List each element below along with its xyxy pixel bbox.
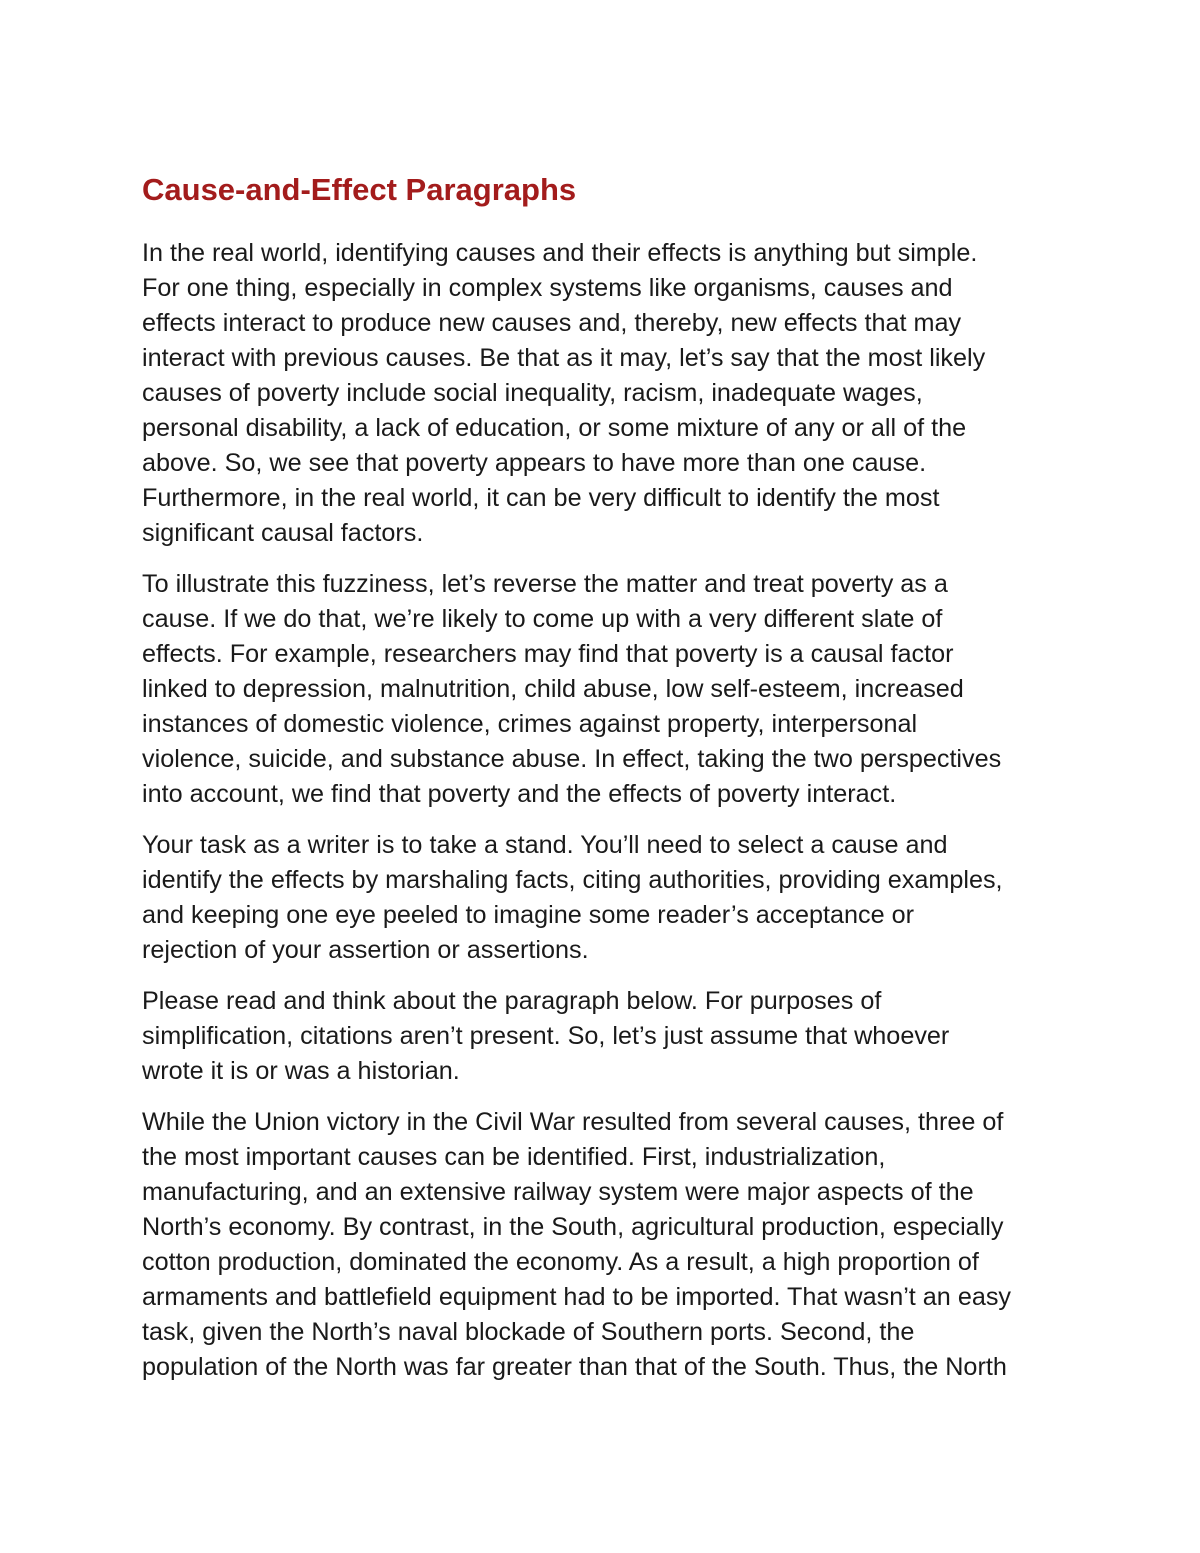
paragraph-line: the most important causes can be identified. First, industrialization,	[142, 1143, 886, 1171]
paragraph-line: and keeping one eye peeled to imagine some reader’s acceptance or	[142, 901, 915, 929]
paragraph-line: instances of domestic violence, crimes against property, interpersonal	[142, 710, 918, 738]
paragraph-2	[142, 567, 1072, 812]
paragraph-line: significant causal factors.	[142, 519, 424, 547]
paragraph-line: population of the North was far greater than that of the South. Thus, the North	[142, 1353, 1007, 1381]
paragraph-line: violence, suicide, and substance abuse. In effect, taking the two perspectives	[142, 745, 1002, 773]
paragraph-line: rejection of your assertion or assertions.	[142, 936, 589, 964]
paragraph-line: effects interact to produce new causes and, thereby, new effects that may	[142, 309, 962, 337]
paragraph-line: linked to depression, malnutrition, child abuse, low self-esteem, increased	[142, 675, 964, 703]
paragraph-5	[142, 1105, 1072, 1385]
paragraph-line: personal disability, a lack of education, or some mixture of any or all of the	[142, 414, 967, 442]
paragraph-line: identify the effects by marshaling facts, citing authorities, providing examples,	[142, 866, 1003, 894]
paragraph-line: In the real world, identifying causes and their effects is anything but simple.	[142, 239, 978, 267]
paragraph-line: To illustrate this fuzziness, let’s reverse the matter and treat poverty as a	[142, 570, 948, 598]
paragraph-line: For one thing, especially in complex systems like organisms, causes and	[142, 274, 953, 302]
paragraph-line: causes of poverty include social inequality, racism, inadequate wages,	[142, 379, 923, 407]
paragraph-line: cause. If we do that, we’re likely to come up with a very different slate of	[142, 605, 943, 633]
paragraph-line: armaments and battlefield equipment had to be imported. That wasn’t an easy	[142, 1283, 1012, 1311]
paragraph-line: wrote it is or was a historian.	[142, 1057, 460, 1085]
paragraph-line: While the Union victory in the Civil War resulted from several causes, three of	[142, 1108, 1004, 1136]
paragraph-4	[142, 984, 1072, 1089]
paragraph-line: North’s economy. By contrast, in the South, agricultural production, especially	[142, 1213, 1004, 1241]
document-body	[142, 170, 1072, 1401]
paragraph-3	[142, 828, 1072, 968]
paragraph-line: above. So, we see that poverty appears to have more than one cause.	[142, 449, 927, 477]
paragraph-line: task, given the North’s naval blockade of Southern ports. Second, the	[142, 1318, 915, 1346]
document-title: Cause-and-Effect Paragraphs	[142, 172, 577, 207]
paragraph-line: interact with previous causes. Be that as it may, let’s say that the most likely	[142, 344, 986, 372]
paragraph-line: manufacturing, and an extensive railway system were major aspects of the	[142, 1178, 974, 1206]
paragraph-line: simplification, citations aren’t present. So, let’s just assume that whoever	[142, 1022, 950, 1050]
paragraph-line: Furthermore, in the real world, it can be very difficult to identify the most	[142, 484, 940, 512]
paragraph-line: effects. For example, researchers may find that poverty is a causal factor	[142, 640, 954, 668]
paragraph-line: cotton production, dominated the economy. As a result, a high proportion of	[142, 1248, 979, 1276]
paragraph-line: Please read and think about the paragraph below. For purposes of	[142, 987, 882, 1015]
paragraph-line: Your task as a writer is to take a stand. You’ll need to select a cause and	[142, 831, 948, 859]
paragraph-1	[142, 236, 1072, 551]
paragraph-line: into account, we find that poverty and the effects of poverty interact.	[142, 780, 897, 808]
